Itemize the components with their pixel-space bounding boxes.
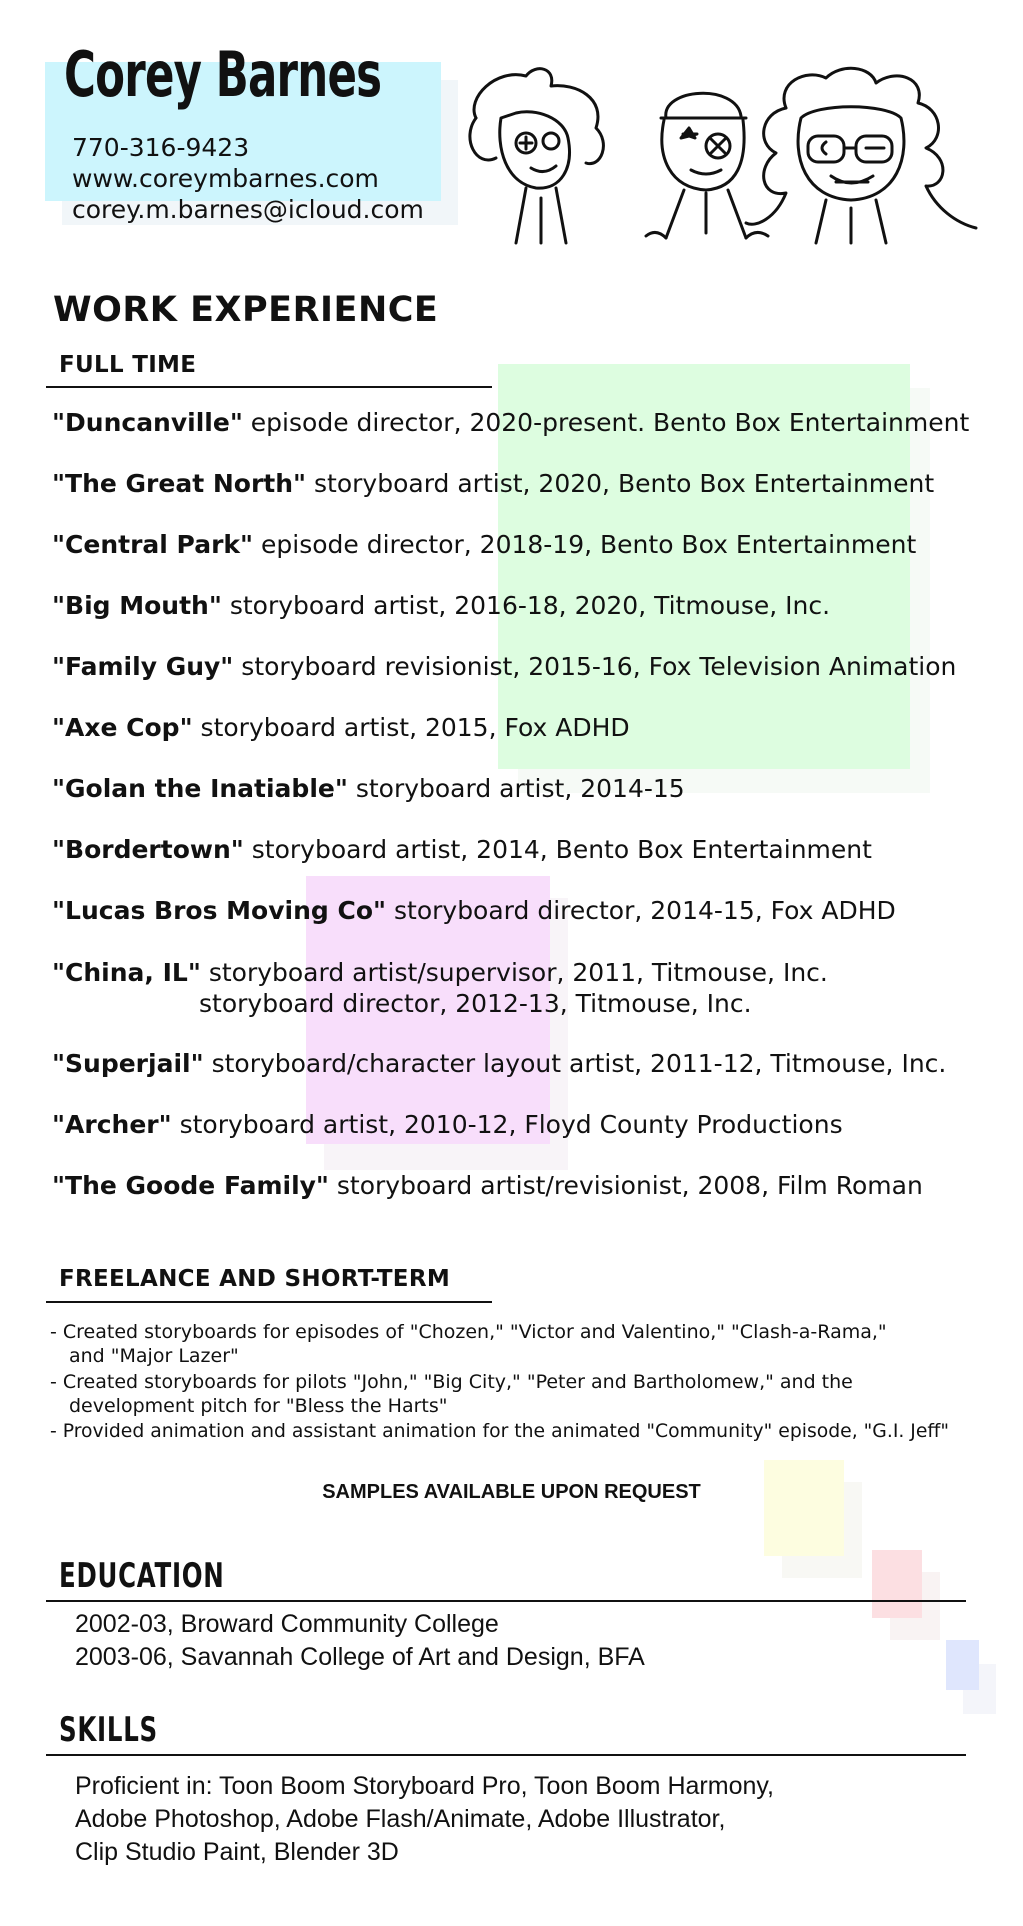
job-detail: episode director, 2018-19, Bento Box Entertainment [253,530,917,559]
applicant-name: Corey Barnes [64,38,382,111]
job-detail: storyboard artist, 2015, Fox ADHD [192,713,630,742]
job-entry [52,1171,923,1200]
work-experience-heading: WORK EXPERIENCE [53,290,439,330]
education-heading: EDUCATION [59,1556,225,1596]
job-entry [52,957,828,1019]
job-entry [52,652,956,681]
job-detail: storyboard revisionist, 2015-16, Fox Television Animation [233,652,957,681]
job-detail-continued: storyboard director, 2012-13, Titmouse, Inc. [199,989,752,1018]
freelance-item-text-continued: development pitch for "Bless the Harts" [69,1395,448,1417]
skills-list [75,1770,774,1869]
job-entry [52,1049,946,1078]
education-entry: 2003-06, Savannah College of Art and Design, BFA [75,1643,645,1671]
phone-number: 770-316-9423 [72,133,250,162]
job-show: "Archer" [52,1110,172,1139]
freelance-item-text: - Created storyboards for episodes of "Chozen," "Victor and Valentino," "Clash-a-Rama," [50,1321,887,1343]
job-show: "Golan the Inatiable" [52,774,348,803]
job-show: "Superjail" [52,1049,204,1078]
job-show: "Big Mouth" [52,591,222,620]
job-show: "Duncanville" [52,408,243,437]
job-show: "Lucas Bros Moving Co" [52,896,387,925]
website-link[interactable]: www.coreymbarnes.com [72,164,379,193]
education-list [75,1608,645,1674]
job-detail: storyboard artist, 2014-15 [347,774,685,803]
freelance-item [50,1420,949,1444]
job-entry [52,408,969,437]
skills-line: Adobe Photoshop, Adobe Flash/Animate, Adobe Illustrator, [75,1805,726,1833]
freelance-item-text-continued: and "Major Lazer" [69,1345,239,1367]
cartoon-characters-illustration [456,58,996,248]
job-entry [52,896,896,925]
freelance-divider [46,1301,492,1303]
skills-divider [46,1754,966,1756]
full-time-heading: FULL TIME [59,352,197,378]
email-address[interactable]: corey.m.barnes@icloud.com [72,195,424,224]
freelance-item-text: - Provided animation and assistant animation for the animated "Community" episode, "G.I. Jeff" [50,1421,949,1442]
job-entry [52,835,872,864]
job-entry [52,530,916,559]
job-detail: episode director, 2020-present. Bento Box Entertainment [242,408,970,437]
education-divider [46,1600,966,1602]
job-show: "Central Park" [52,530,254,559]
education-entry: 2002-03, Broward Community College [75,1610,499,1638]
full-time-divider [46,386,492,388]
job-show: "The Great North" [52,469,307,498]
job-detail: storyboard/character layout artist, 2011-12, Titmouse, Inc. [203,1049,947,1078]
skills-line: Proficient in: Toon Boom Storyboard Pro, Toon Boom Harmony, [75,1772,774,1800]
job-show: "Axe Cop" [52,713,193,742]
job-detail: storyboard artist/supervisor, 2011, Titmouse, Inc. [200,958,828,987]
job-show: "Bordertown" [52,835,244,864]
blue-square-block [946,1640,979,1690]
skills-line: Clip Studio Paint, Blender 3D [75,1838,399,1866]
job-entry [52,1110,843,1139]
job-detail: storyboard artist/revisionist, 2008, Film Roman [328,1171,923,1200]
job-detail: storyboard artist, 2014, Bento Box Entertainment [243,835,872,864]
red-square-block [872,1550,922,1618]
freelance-item [50,1370,853,1418]
job-entry [52,713,630,742]
job-entry [52,469,934,498]
job-entry [52,591,830,620]
samples-note: SAMPLES AVAILABLE UPON REQUEST [322,1481,701,1503]
freelance-heading: FREELANCE AND SHORT-TERM [59,1266,451,1292]
job-show: "Family Guy" [52,652,234,681]
job-detail: storyboard artist, 2010-12, Floyd County Productions [171,1110,843,1139]
job-detail: storyboard artist, 2016-18, 2020, Titmouse, Inc. [221,591,831,620]
job-show: "China, IL" [52,958,201,987]
freelance-item-text: - Created storyboards for pilots "John," "Big City," "Peter and Bartholomew," and the [50,1371,853,1393]
job-show: "The Goode Family" [52,1171,329,1200]
yellow-square-block [764,1460,844,1556]
freelance-item [50,1320,887,1368]
skills-heading: SKILLS [59,1710,158,1750]
job-detail: storyboard director, 2014-15, Fox ADHD [386,896,896,925]
job-entry [52,774,685,803]
job-detail: storyboard artist, 2020, Bento Box Entertainment [306,469,935,498]
